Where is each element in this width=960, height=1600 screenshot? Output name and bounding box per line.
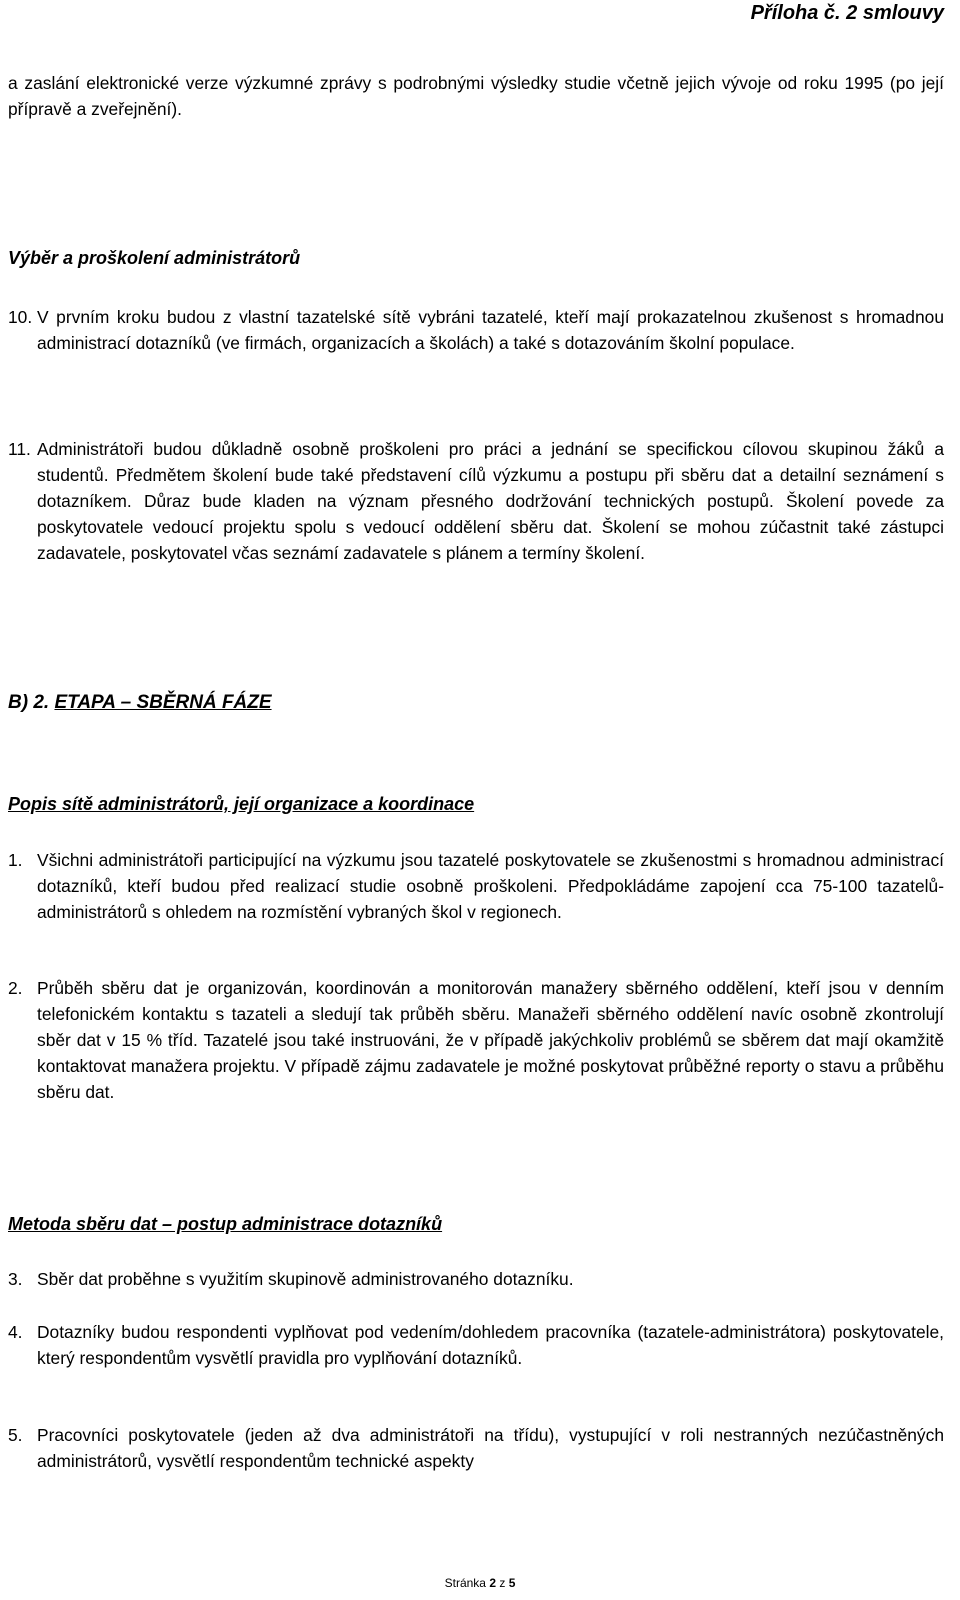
etapa-prefix: B) 2. <box>8 692 55 713</box>
list-item-text: Administrátoři budou důkladně osobně proškoleni pro práci a jednání se specifickou cílovou skupinou žáků a studentů. Předmětem školení bude také představení cílů výzkumu a postupu při sběru dat a detailní seznámení s dotazníkem. Důraz bude kladen na význam přesného dodržování technických postupů. Školení povede za poskytovatele vedoucí projektu spolu s vedoucí oddělení sběru dat. Školení se mohou zúčastnit také zástupci zadavatele, poskytovatel včas seznámí zadavatele s plánem a termíny školení. <box>37 439 944 563</box>
section-heading-admin-selection: Výběr a proškolení administrátorů <box>8 248 301 268</box>
list-item <box>8 1422 944 1474</box>
list-item-text: Pracovníci poskytovatele (jeden až dva administrátoři na třídu), vystupující v roli nestranných nezúčastněných administrátorů, vysvětlí respondentům technické aspekty <box>37 1425 944 1471</box>
list-item <box>8 1266 944 1292</box>
section-heading-network: Popis sítě administrátorů, její organizace a koordinace <box>8 794 475 814</box>
section-heading-method: Metoda sběru dat – postup administrace dotazníků <box>8 1214 443 1234</box>
list-item-text: Dotazníky budou respondenti vyplňovat pod vedením/dohledem pracovníka (tazatele-administrátora) poskytovatele, který respondentům vysvětlí pravidla pro vyplňování dotazníků. <box>37 1322 944 1368</box>
list-item-number: 4. <box>8 1322 23 1342</box>
list-item-number: 11. <box>8 439 31 459</box>
list-item-text: Sběr dat proběhne s využitím skupinově administrovaného dotazníku. <box>37 1269 574 1289</box>
list-item-number: 10. <box>8 307 33 327</box>
list-item <box>8 1319 944 1371</box>
list-item-number: 1. <box>8 850 23 870</box>
footer-label: Stránka <box>444 1576 486 1590</box>
footer-page-number: 2 <box>489 1576 496 1590</box>
attachment-header: Příloha č. 2 smlouvy <box>750 2 944 24</box>
etapa-title: ETAPA – SBĚRNÁ FÁZE <box>54 692 272 713</box>
page-footer <box>0 1576 960 1590</box>
list-item-number: 5. <box>8 1425 23 1445</box>
list-item-number: 2. <box>8 978 23 998</box>
list-item <box>8 436 944 566</box>
intro-paragraph: a zaslání elektronické verze výzkumné zprávy s podrobnými výsledky studie včetně jejich vývoje od roku 1995 (po její přípravě a zveřejnění). <box>8 73 944 119</box>
list-item-text: Průběh sběru dat je organizován, koordinován a monitorován manažery sběrného oddělení, kteří jsou v denním telefonickém kontaktu s tazateli a sledují tak průběh sběru. Manažeři sběrného oddělení navíc osobně zkontrolují sběr dat v 15 % tříd. Tazatelé jsou také instruováni, že v případě jakýchkoliv problémů se sběrem dat mají okamžitě kontaktovat manažera projektu. V případě zájmu zadavatele je možné poskytovat průběžné reporty o stavu a průběhu sběru dat. <box>37 978 944 1102</box>
list-item-text: V prvním kroku budou z vlastní tazatelské sítě vybráni tazatelé, kteří mají prokazatelnou zkušenost s hromadnou administrací dotazníků (ve firmách, organizacích a školách) a také s dotazováním školní populace. <box>37 307 944 353</box>
list-item-text: Všichni administrátoři participující na výzkumu jsou tazatelé poskytovatele se zkušenostmi s hromadnou administrací dotazníků, kteří budou před realizací studie osobně proškoleni. Předpokládáme zapojení cca 75-100 tazatelů-administrátorů s ohledem na rozmístění vybraných škol v regionech. <box>37 850 944 922</box>
etapa-heading <box>8 692 272 714</box>
list-item <box>8 304 944 356</box>
list-item <box>8 975 944 1105</box>
footer-total-pages: 5 <box>508 1576 516 1590</box>
list-item <box>8 847 944 925</box>
list-item-number: 3. <box>8 1269 23 1289</box>
footer-of: z <box>499 1576 506 1590</box>
